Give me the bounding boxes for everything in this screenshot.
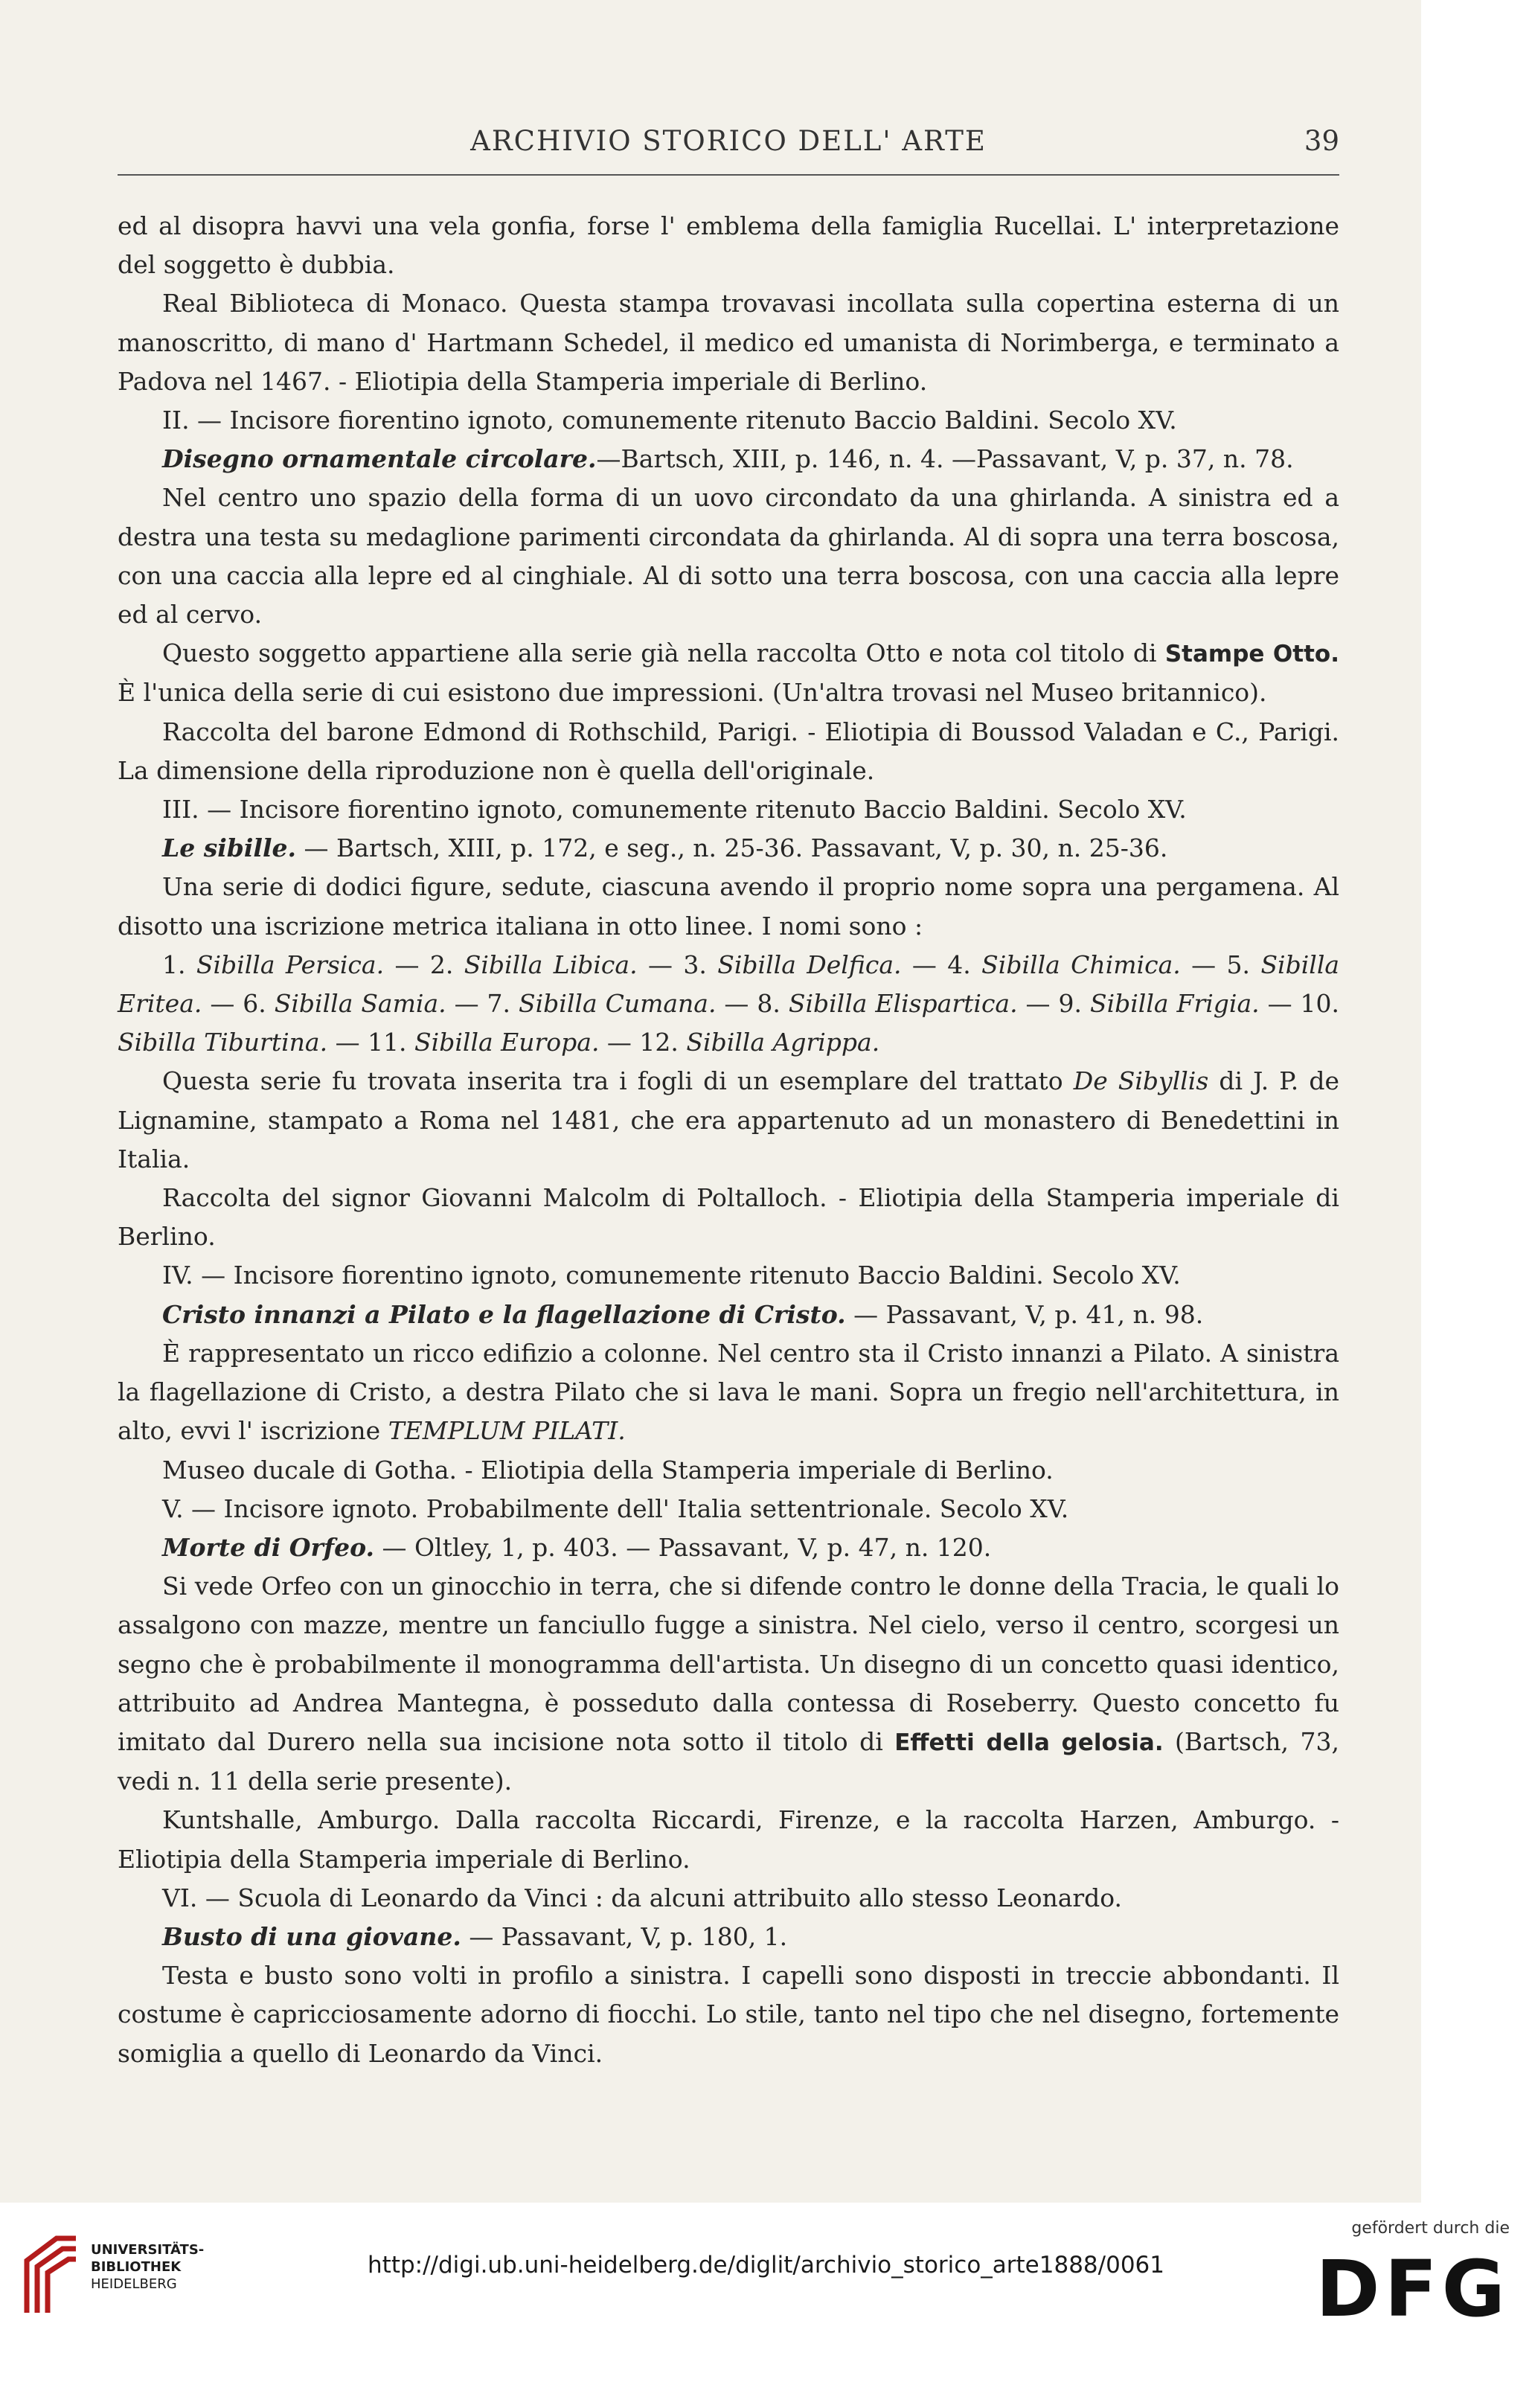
running-title: ARCHIVIO STORICO DELL' ARTE — [470, 125, 987, 157]
paragraph — [118, 634, 1339, 712]
paragraph: Real Biblioteca di Monaco. Questa stampa trovavasi incollata sulla copertina esterna di un manoscritto, di mano d' Hartmann Schedel, il medico ed umanista di Norimberga, e terminato a Padova nel 1467. - Eliotipia della Stamperia imperiale di Berlino. — [118, 289, 1339, 396]
sibilla-number: 1. — [162, 950, 196, 979]
section-heading: III. — Incisore fiorentino ignoto, comunemente ritenuto Baccio Baldini. Secolo XV. — [162, 795, 1187, 824]
book-title: De Sibyllis — [1073, 1066, 1209, 1096]
sibilla-name: Sibilla Cumana. — [519, 989, 717, 1019]
paragraph: Raccolta del barone Edmond di Rothschild, Parigi. - Eliotipia di Boussod Valadan e C., Parigi. La dimensione della riproduzione non è quella dell'originale. — [118, 717, 1339, 785]
entry-reference: — Oltley, 1, p. 403. — Passavant, V, p. 47, n. 120. — [374, 1532, 992, 1562]
text-run: È l'unica della serie di cui esistono due impressioni. (Un'altra trovasi nel Museo britannico). — [118, 678, 1267, 708]
sibilla-name: Sibilla Agrippa. — [686, 1028, 880, 1057]
effetti-title: Effetti della gelosia. — [894, 1729, 1164, 1756]
sibilla-name: Sibilla Europa. — [414, 1028, 600, 1057]
sibilla-name: Sibilla Libica. — [464, 950, 638, 979]
sibilla-number: 5. — [1226, 950, 1261, 979]
paragraph — [118, 1062, 1339, 1179]
paragraph: Una serie di dodici figure, sedute, ciascuna avendo il proprio nome sopra una pergamena. Al disotto una iscrizione metrica italiana in otto linee. I nomi sono : — [118, 872, 1339, 941]
sibilla-number: 11. — [368, 1028, 415, 1057]
paragraph: Raccolta del signor Giovanni Malcolm di Poltalloch. - Eliotipia della Stamperia imperiale di Berlino. — [118, 1183, 1339, 1252]
entry-reference: — Passavant, V, p. 180, 1. — [461, 1921, 788, 1951]
stampe-otto-title: Stampe Otto. — [1164, 641, 1339, 668]
entry-title-line — [118, 829, 1339, 868]
digitization-footer — [0, 2203, 1532, 2408]
library-name-line: UNIVERSITÄTS- — [91, 2242, 205, 2258]
entry-title: Morte di Orfeo. — [162, 1532, 374, 1562]
text-run: Si vede Orfeo con un ginocchio in terra, che si difende contro le donne della Tracia, le quali lo assalgono con mazze, mentre un fanciullo fugge a sinistra. Nel cielo, verso il centro, scorgesi un segno che è probabilmente il monogramma dell'artista. Un disegno di un concetto quasi identico, attribuito ad Andrea Mantegna, è posseduto dalla contessa di Roseberry. Questo concetto fu imitato dal Durero nella sua incisione nota sotto il titolo di — [118, 1572, 1339, 1756]
sibilla-number: 2. — [429, 950, 464, 979]
paragraph: Museo ducale di Gotha. - Eliotipia della Stamperia imperiale di Berlino. — [162, 1455, 1054, 1485]
entry-title-line — [118, 440, 1339, 478]
entry-title-line — [118, 1296, 1339, 1334]
section-heading: VI. — Scuola di Leonardo da Vinci : da alcuni attribuito allo stesso Leonardo. — [162, 1883, 1123, 1912]
entry-title: Cristo innanzi a Pilato e la flagellazione di Cristo. — [162, 1299, 846, 1329]
paragraph — [118, 1334, 1339, 1451]
entry-reference: — Passavant, V, p. 41, n. 98. — [845, 1299, 1204, 1329]
page-number: 39 — [1304, 125, 1339, 157]
text-run: (Bartsch, 73, vedi n. 11 della serie presente). — [118, 1726, 1339, 1796]
library-name-line: HEIDELBERG — [91, 2276, 177, 2292]
paragraph: Testa e busto sono volti in profilo a sinistra. I capelli sono disposti in treccie abbondanti. Il costume è capricciosamente adorno di fiocchi. Lo stile, tanto nel tipo che nel disegno, fortemente somiglia a quello di Leonardo da Vinci. — [118, 1961, 1339, 2068]
dfg-logo: DFG — [1315, 2244, 1510, 2334]
sibilla-name: Sibilla Samia. — [274, 989, 446, 1019]
text-run: Questa serie fu trovata inserita tra i fogli di un esemplare del trattato — [162, 1066, 1063, 1096]
sibilla-name: Sibilla Tiburtina. — [118, 1028, 328, 1057]
sibilla-number: 6. — [243, 989, 275, 1019]
section-heading: IV. — Incisore fiorentino ignoto, comunemente ritenuto Baccio Baldini. Secolo XV. — [162, 1261, 1181, 1290]
entry-title-line — [118, 1918, 1339, 1956]
text-run: Questo soggetto appartiene alla serie già nella raccolta Otto e nota col titolo di — [162, 638, 1157, 668]
entry-title: Le sibille. — [162, 833, 296, 863]
library-name-line: BIBLIOTHEK — [91, 2259, 182, 2275]
sibilla-number: 9. — [1058, 989, 1090, 1019]
entry-title: Busto di una giovane. — [162, 1921, 461, 1951]
sibilla-number: 7. — [487, 989, 519, 1019]
sibilla-name: Sibilla Delfica. — [717, 950, 902, 979]
sibilla-number: 4. — [947, 950, 982, 979]
sibilla-name: Sibilla Frigia. — [1089, 989, 1260, 1019]
sibilla-number: 8. — [757, 989, 789, 1019]
paragraph: ed al disopra havvi una vela gonfia, forse l' emblema della famiglia Rucellai. L' interpretazione del soggetto è dubbia. — [118, 211, 1339, 280]
sibille-list: 1. Sibilla Persica. — 2. Sibilla Libica. — 3. Sibilla Delfica. — 4. Sibilla Chimica. — 5. Sibilla Eritea. — 6. Sibilla Samia. — 7. Sibilla Cumana. — 8. Sibilla Elispartica. — 9. Sibilla Frigia. — 10. Sibilla Tiburtina. — 11. Sibilla Europa. — 12. Sibilla Agrippa. — [118, 950, 1340, 1057]
section-heading: V. — Incisore ignoto. Probabilmente dell' Italia settentrionale. Secolo XV. — [162, 1493, 1069, 1523]
entry-reference: —Bartsch, XIII, p. 146, n. 4. —Passavant, V, p. 37, n. 78. — [596, 444, 1294, 474]
section-heading: II. — Incisore fiorentino ignoto, comunemente ritenuto Baccio Baldini. Secolo XV. — [162, 406, 1177, 435]
sibilla-name: Sibilla Elispartica. — [788, 989, 1018, 1019]
header-rule — [118, 174, 1339, 176]
paragraph: Nel centro uno spazio della forma di un uovo circondato da una ghirlanda. A sinistra ed a destra una testa su medaglione parimenti circondata da ghirlanda. Al di sopra una terra boscosa, con una caccia alla lepre ed al cinghiale. Al di sotto una terra boscosa, con una caccia alla lepre ed al cervo. — [118, 483, 1339, 630]
entry-title: Disegno ornamentale circolare. — [162, 444, 597, 474]
entry-title-line — [118, 1528, 1339, 1567]
paragraph — [118, 1567, 1339, 1801]
source-url-link[interactable]: http://digi.ub.uni-heidelberg.de/diglit/archivio_storico_arte1888/0061 — [368, 2252, 1164, 2279]
sibilla-name: Sibilla Persica. — [196, 950, 385, 979]
sibilla-number: 3. — [683, 950, 718, 979]
sibilla-name: Sibilla Eritea. — [118, 950, 1340, 1019]
article-body — [118, 207, 1339, 2073]
paragraph: Kuntshalle, Amburgo. Dalla raccolta Riccardi, Firenze, e la raccolta Harzen, Amburgo. - Eliotipia della Stamperia imperiale di Berlino. — [118, 1805, 1339, 1874]
text-run: È rappresentato un ricco edifizio a colonne. Nel centro sta il Cristo innanzi a Pilato. A sinistra la flagellazione di Cristo, a destra Pilato che si lava le mani. Sopra un fregio nell'architettura, in alto, evvi l' iscrizione — [118, 1338, 1339, 1446]
page-header — [118, 125, 1339, 165]
funder-caption: gefördert durch die — [1351, 2219, 1510, 2238]
text-run: di J. P. de Lignamine, stampato a Roma nel 1481, che era appartenuto ad un monastero di Benedettini in Italia. — [118, 1066, 1339, 1173]
inscription: TEMPLUM PILATI. — [388, 1416, 626, 1446]
entry-reference: — Bartsch, XIII, p. 172, e seg., n. 25-36. Passavant, V, p. 30, n. 25-36. — [295, 833, 1168, 863]
sibilla-number: 10. — [1300, 989, 1340, 1019]
sibilla-number: 12. — [639, 1028, 687, 1057]
sibilla-name: Sibilla Chimica. — [981, 950, 1181, 979]
